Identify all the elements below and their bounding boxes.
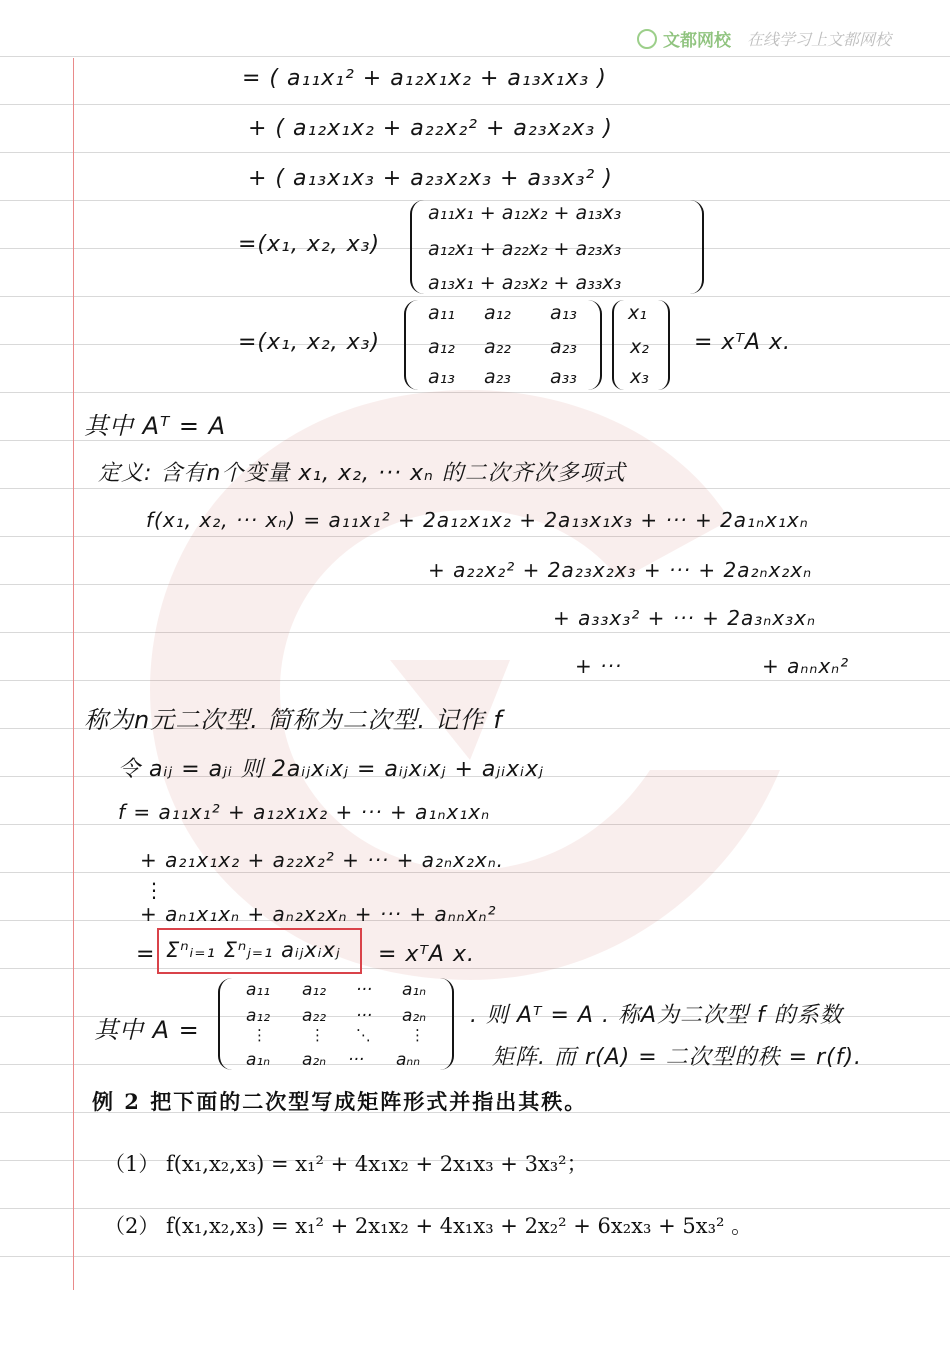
- column-row-2: a₁₂x₁ + a₂₂x₂ + a₂₃x₃: [428, 238, 622, 260]
- derivation-line-5-prefix: =(x₁, x₂, x₃): [238, 330, 381, 355]
- f-expansion-line-3: + aₙ₁x₁xₙ + aₙ₂x₂xₙ + ··· + aₙₙxₙ²: [140, 902, 497, 926]
- quadratic-form-naming: 称为n元二次型. 简称为二次型. 记作 f: [84, 706, 503, 734]
- coefficient-cell: a₁₁: [246, 980, 271, 1000]
- ruled-line: [0, 56, 950, 57]
- coefficient-cell: a₁₂: [302, 980, 327, 1000]
- symmetry-substitution: 令 aᵢⱼ = aⱼᵢ 则 2aᵢⱼxᵢxⱼ = aᵢⱼxᵢxⱼ + aⱼᵢxᵢxⱼ: [118, 757, 544, 782]
- coefficient-cell: ⋮: [410, 1026, 425, 1044]
- coefficient-cell: a₂ₙ: [302, 1050, 327, 1070]
- column-row-3: a₁₃x₁ + a₂₃x₂ + a₃₃x₃: [428, 272, 622, 294]
- right-paren: [690, 200, 704, 294]
- matrix-cell: a₃₃: [550, 366, 577, 388]
- derivation-line-2: + ( a₁₂x₁x₂ + a₂₂x₂² + a₂₃x₂x₃ ): [248, 116, 613, 141]
- coefficient-cell: a₁₂: [246, 1006, 271, 1026]
- example-item-1: （1） f(x₁,x₂,x₃) = x₁² + 4x₁x₂ + 2x₁x₃ + 3x₃²；: [104, 1152, 588, 1176]
- ruled-line: [0, 1208, 950, 1209]
- brand-name: 文都网校: [663, 31, 731, 51]
- matrix-cell: a₁₁: [428, 302, 455, 324]
- ruled-line: [0, 152, 950, 153]
- f-expansion-vdots: ⋮: [144, 878, 165, 902]
- derivation-line-5-result: = xᵀA x.: [694, 330, 791, 355]
- left-paren: [410, 200, 424, 294]
- derivation-line-3: + ( a₁₃x₁x₃ + a₂₃x₂x₃ + a₃₃x₃² ): [248, 166, 613, 191]
- margin-line: [73, 58, 74, 1290]
- coefficient-cell: a₂ₙ: [402, 1006, 427, 1026]
- matrix-right-paren: [588, 300, 602, 390]
- coefficient-cell: a₁ₙ: [246, 1050, 271, 1070]
- coefficient-matrix-right-paren: [440, 978, 454, 1070]
- vector-cell: x₃: [630, 366, 649, 388]
- coefficient-matrix-prefix: 其中 A =: [94, 1016, 200, 1044]
- example-title: 例 2 把下面的二次型写成矩阵形式并指出其秩。: [92, 1089, 588, 1114]
- vector-cell: x₁: [628, 302, 647, 324]
- double-sum-result: = xᵀA x.: [378, 942, 475, 967]
- coefficient-matrix-left-paren: [218, 978, 232, 1070]
- matrix-cell: a₂₃: [550, 336, 577, 358]
- double-sum-expression: Σⁿᵢ₌₁ Σⁿⱼ₌₁ aᵢⱼxᵢxⱼ: [166, 938, 341, 962]
- derivation-line-4-prefix: =(x₁, x₂, x₃): [238, 232, 381, 257]
- polynomial-line-3: + a₃₃x₃² + ··· + 2a₃ₙx₃xₙ: [553, 606, 816, 630]
- coefficient-cell: a₂₂: [302, 1006, 327, 1026]
- polynomial-line-4-end: + aₙₙxₙ²: [762, 654, 850, 678]
- matrix-cell: a₁₂: [428, 336, 455, 358]
- coefficient-note-line-2: 矩阵. 而 r(A) = 二次型的秩 = r(f).: [492, 1045, 863, 1070]
- brand-logo-icon: [637, 29, 657, 49]
- coefficient-cell: ⋮: [310, 1026, 325, 1044]
- matrix-cell: a₁₃: [550, 302, 577, 324]
- ruled-line: [0, 1256, 950, 1257]
- derivation-line-1: = ( a₁₁x₁² + a₁₂x₁x₂ + a₁₃x₁x₃ ): [242, 66, 607, 91]
- matrix-cell: a₁₂: [484, 302, 511, 324]
- polynomial-line-2: + a₂₂x₂² + 2a₂₃x₂x₃ + ··· + 2a₂ₙx₂xₙ: [428, 558, 813, 582]
- matrix-cell: a₂₂: [484, 336, 511, 358]
- definition-intro: 定义: 含有n个变量 x₁, x₂, ··· xₙ 的二次齐次多项式: [98, 461, 626, 486]
- coefficient-cell: a₁ₙ: [402, 980, 427, 1000]
- f-expansion-line-1: f = a₁₁x₁² + a₁₂x₁x₂ + ··· + a₁ₙx₁xₙ: [118, 800, 491, 824]
- matrix-cell: a₁₃: [428, 366, 455, 388]
- coefficient-cell: ···: [356, 980, 373, 1000]
- double-sum-equals: =: [136, 942, 156, 967]
- ruled-line: [0, 200, 950, 201]
- example-item-2: （2） f(x₁,x₂,x₃) = x₁² + 2x₁x₂ + 4x₁x₃ + 2x₂² + 6x₂x₃ + 5x₃² 。: [104, 1214, 753, 1238]
- matrix-left-paren: [404, 300, 418, 390]
- vector-cell: x₂: [630, 336, 649, 358]
- polynomial-line-4-dots: + ···: [575, 654, 623, 678]
- coefficient-cell: ···: [356, 1006, 373, 1026]
- symmetric-note: 其中 Aᵀ = A: [84, 412, 227, 440]
- matrix-cell: a₂₃: [484, 366, 511, 388]
- f-expansion-line-2: + a₂₁x₁x₂ + a₂₂x₂² + ··· + a₂ₙx₂xₙ.: [140, 848, 505, 872]
- brand-header: [637, 26, 891, 51]
- brand-slogan: 在线学习上文都网校: [747, 30, 892, 49]
- coefficient-note-line-1: . 则 Aᵀ = A . 称A为二次型 f 的系数: [470, 1003, 843, 1028]
- polynomial-line-1: f(x₁, x₂, ··· xₙ) = a₁₁x₁² + 2a₁₂x₁x₂ + 2a₁₃x₁x₃ + ··· + 2a₁ₙx₁xₙ: [146, 508, 809, 532]
- vector-right-paren: [658, 300, 670, 390]
- coefficient-cell: ···: [348, 1050, 365, 1070]
- coefficient-cell: aₙₙ: [396, 1050, 420, 1070]
- vector-left-paren: [612, 300, 624, 390]
- coefficient-cell: ⋮: [252, 1026, 267, 1044]
- ruled-line: [0, 296, 950, 297]
- column-row-1: a₁₁x₁ + a₁₂x₂ + a₁₃x₃: [428, 202, 622, 224]
- coefficient-cell: ⋱: [356, 1026, 371, 1044]
- ruled-line: [0, 104, 950, 105]
